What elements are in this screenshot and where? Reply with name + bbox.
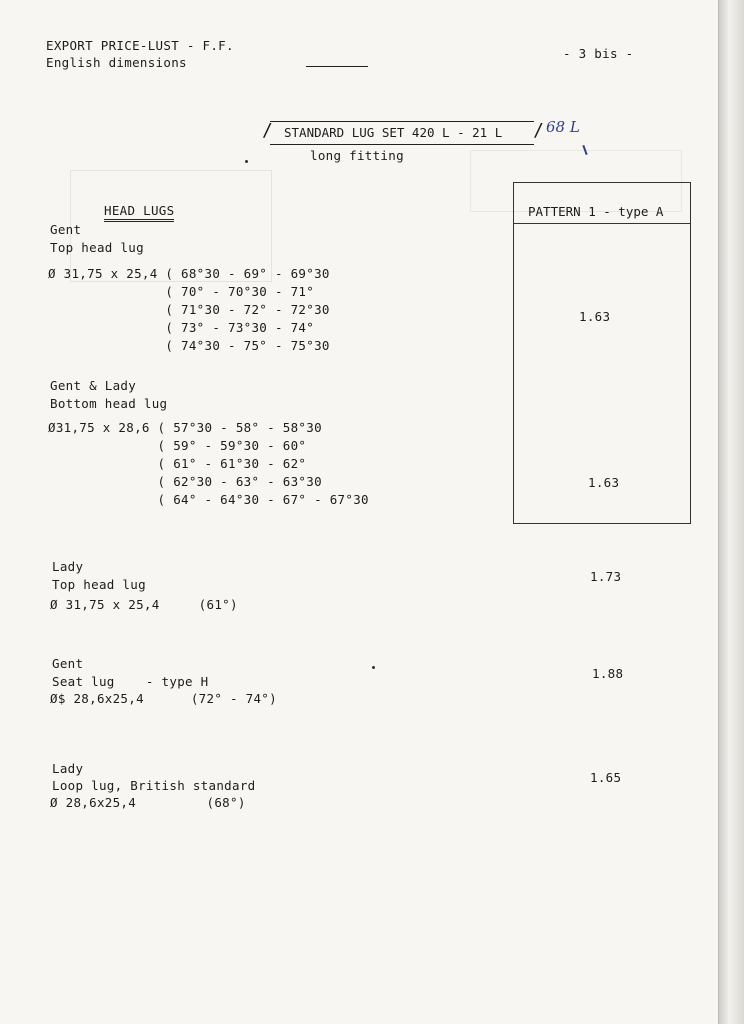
section-4-line-1: Gent xyxy=(52,656,84,671)
section-1-row-5: ( 74°30 - 75° - 75°30 xyxy=(48,338,330,353)
section-2-price: 1.63 xyxy=(588,475,620,490)
section-1-line-2: Top head lug xyxy=(50,240,144,255)
ink-dot xyxy=(245,160,248,163)
section-3-line-2: Top head lug xyxy=(52,577,146,592)
section-5-price: 1.65 xyxy=(590,770,622,785)
section-2-row-3: ( 61° - 61°30 - 62° xyxy=(48,456,307,471)
head-lugs-title: HEAD LUGS xyxy=(104,203,174,222)
handwritten-annotation: 68 L xyxy=(546,118,580,136)
price-column-box xyxy=(513,182,691,524)
standard-lug-set-box xyxy=(262,120,544,145)
slash-mark: / xyxy=(533,120,544,141)
section-1-row-4: ( 73° - 73°30 - 74° xyxy=(48,320,315,335)
section-3-row-1: Ø 31,75 x 25,4 (61°) xyxy=(50,597,238,612)
fitting-label: long fitting xyxy=(310,148,404,163)
section-1-row-2: ( 70° - 70°30 - 71° xyxy=(48,284,315,299)
slash-mark: / xyxy=(262,120,273,141)
section-4-line-2: Seat lug - type H xyxy=(52,674,209,689)
section-3-price: 1.73 xyxy=(590,569,622,584)
section-4-price: 1.88 xyxy=(592,666,624,681)
section-3-line-1: Lady xyxy=(52,559,84,574)
section-2-row-1: Ø31,75 x 28,6 ( 57°30 - 58° - 58°30 xyxy=(48,420,322,435)
section-5-line-1: Lady xyxy=(52,761,84,776)
pattern-header-label: PATTERN 1 - type A xyxy=(528,204,664,219)
section-2-line-1: Gent & Lady xyxy=(50,378,137,393)
header-rule xyxy=(306,66,368,67)
ink-dot xyxy=(372,666,375,669)
section-1-price: 1.63 xyxy=(579,309,611,324)
section-2-row-4: ( 62°30 - 63° - 63°30 xyxy=(48,474,322,489)
section-2-row-2: ( 59° - 59°30 - 60° xyxy=(48,438,307,453)
section-2-line-2: Bottom head lug xyxy=(50,396,168,411)
section-5-row-1: Ø 28,6x25,4 (68°) xyxy=(50,795,246,810)
section-4-row-1: Ø$ 28,6x25,4 (72° - 74°) xyxy=(50,691,277,706)
section-1-row-3: ( 71°30 - 72° - 72°30 xyxy=(48,302,330,317)
section-1-line-1: Gent xyxy=(50,222,82,237)
standard-lug-set-label: STANDARD LUG SET 420 L - 21 L xyxy=(284,125,503,140)
section-2-row-5: ( 64° - 64°30 - 67° - 67°30 xyxy=(48,492,369,507)
section-5-line-2: Loop lug, British standard xyxy=(52,778,256,793)
price-column-header xyxy=(514,183,690,224)
document-subtitle: English dimensions xyxy=(46,55,187,70)
page-edge xyxy=(718,0,744,1024)
page-number: - 3 bis - xyxy=(563,46,634,61)
section-1-row-1: Ø 31,75 x 25,4 ( 68°30 - 69° - 69°30 xyxy=(48,266,330,281)
document-title: EXPORT PRICE-LUST - F.F. xyxy=(46,38,234,53)
